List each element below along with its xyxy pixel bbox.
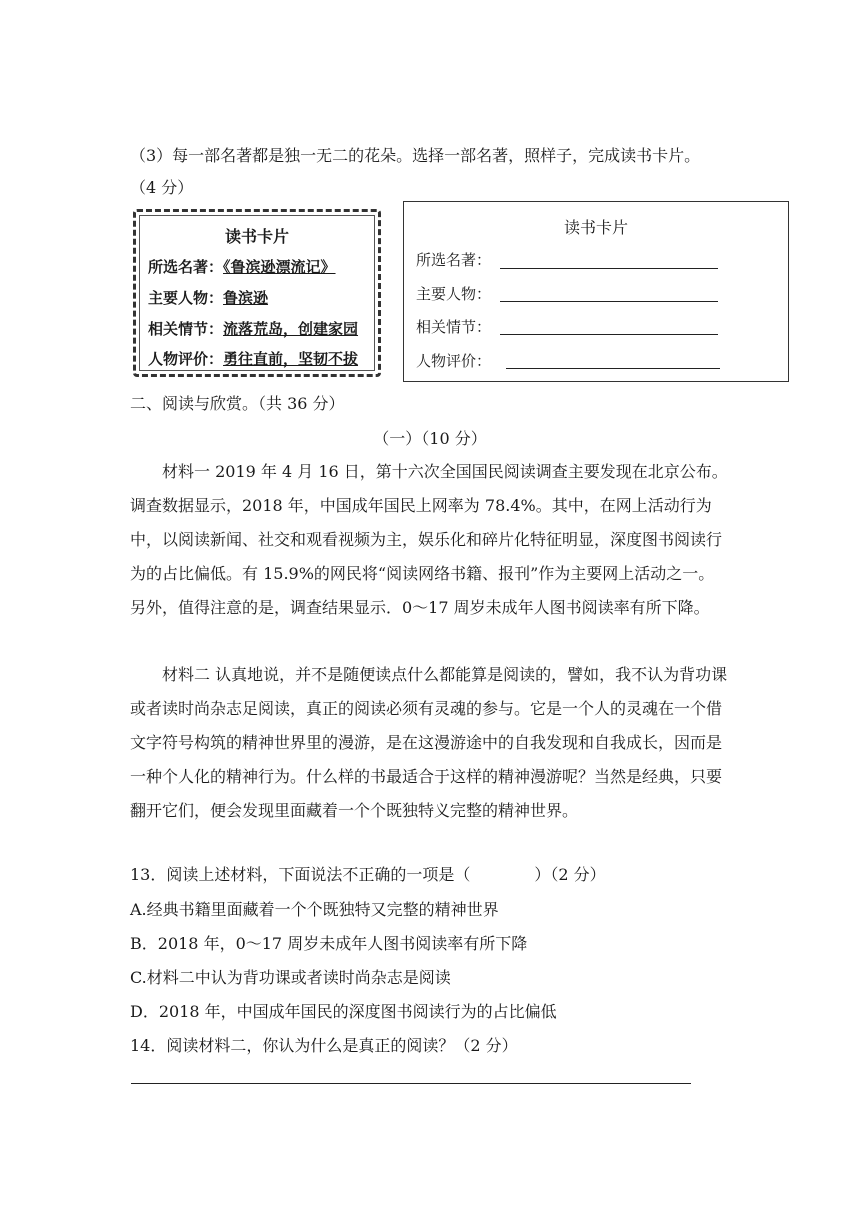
q13-option-d: D．2018 年，中国成年国民的深度图书阅读行为的占比偏低 [130, 1002, 557, 1021]
q14-answer-line[interactable] [131, 1083, 691, 1084]
sample-card-label: 人物评价： [148, 350, 224, 368]
q3-line1: （3）每一部名著都是独一无二的花朵。选择一部名著，照样子，完成读书卡片。 [130, 146, 701, 165]
sample-card-label: 相关情节： [148, 320, 224, 338]
sample-card-value: 鲁滨逊 [223, 289, 269, 307]
sample-card-row-book [148, 256, 336, 277]
q3-points: （4 分） [130, 178, 194, 197]
section-heading: 二、阅读与欣赏。（共 36 分） [130, 394, 345, 413]
sample-card-value: 流落荒岛，创建家园 [223, 320, 359, 338]
q14-stem: 14．阅读材料二，你认为什么是真正的阅读？（2 分） [130, 1036, 518, 1055]
blank-card-label-evaluation: 人物评价： [416, 352, 492, 370]
sample-card-value: 《鲁滨逊漂流记》 [223, 258, 336, 276]
blank-reading-card [403, 201, 789, 382]
sample-card-label: 所选名著： [148, 258, 224, 276]
blank-card-answer-evaluation[interactable] [506, 368, 720, 369]
sample-card-label: 主要人物： [148, 289, 224, 307]
q13-option-b: B．2018 年，0～17 周岁未成年人图书阅读率有所下降 [130, 934, 528, 953]
q13-option-c: C.材料二中认为背功课或者读时尚杂志是阅读 [130, 968, 451, 987]
blank-card-label-plot: 相关情节： [416, 318, 492, 336]
blank-card-label-character: 主要人物： [416, 285, 492, 303]
sample-reading-card [133, 209, 381, 377]
material-one-paragraph: 材料一 2019 年 4 月 16 日，第十六次全国国民阅读调查主要发现在北京公布。调查数据显示，2018 年，中国成年国民上网率为 78.4%。其中，在网上活动行为中，以阅读新闻、社交和观看视频为主，娱乐化和碎片化特征明显，深度图书阅读行为的占比偏低。有 15.9%的网民将“阅读网络书籍、报刊”作为主要网上活动之一。另外，值得注意的是，调查结果显示．0～17 周岁未成年人图书阅读率有所下降。 [130, 462, 728, 617]
sample-card-row-character [148, 287, 268, 308]
subsection-heading: （一）（10 分） [373, 429, 487, 448]
material-two-paragraph: 材料二 认真地说，并不是随便读点什么都能算是阅读的，譬如，我不认为背功课或者读时尚杂志足阅读，真正的阅读必须有灵魂的参与。它是一个人的灵魂在一个借文字符号构筑的精神世界里的漫游，是在这漫游途中的自我发现和自我成长，因而是一种个人化的精神行为。什么样的书最适合于这样的精神漫游呢？当然是经典，只要翻开它们，便会发现里面藏着一个个既独特义完整的精神世界。 [130, 665, 728, 820]
blank-card-label-book: 所选名著： [416, 251, 492, 269]
sample-card-value: 勇往直前，坚韧不拔 [223, 350, 359, 368]
blank-card-title: 读书卡片 [563, 218, 628, 237]
blank-card-answer-book[interactable] [500, 268, 718, 269]
blank-card-answer-plot[interactable] [500, 334, 718, 335]
sample-card-row-evaluation [148, 348, 358, 369]
sample-card-row-plot [148, 318, 358, 339]
sample-card-title: 读书卡片 [224, 227, 289, 246]
q13-stem: 13．阅读上述材料，下面说法不正确的一项是（ ）（2 分） [130, 865, 606, 884]
q13-option-a: A.经典书籍里面藏着一个个既独特又完整的精神世界 [130, 900, 499, 919]
blank-card-answer-character[interactable] [500, 301, 718, 302]
